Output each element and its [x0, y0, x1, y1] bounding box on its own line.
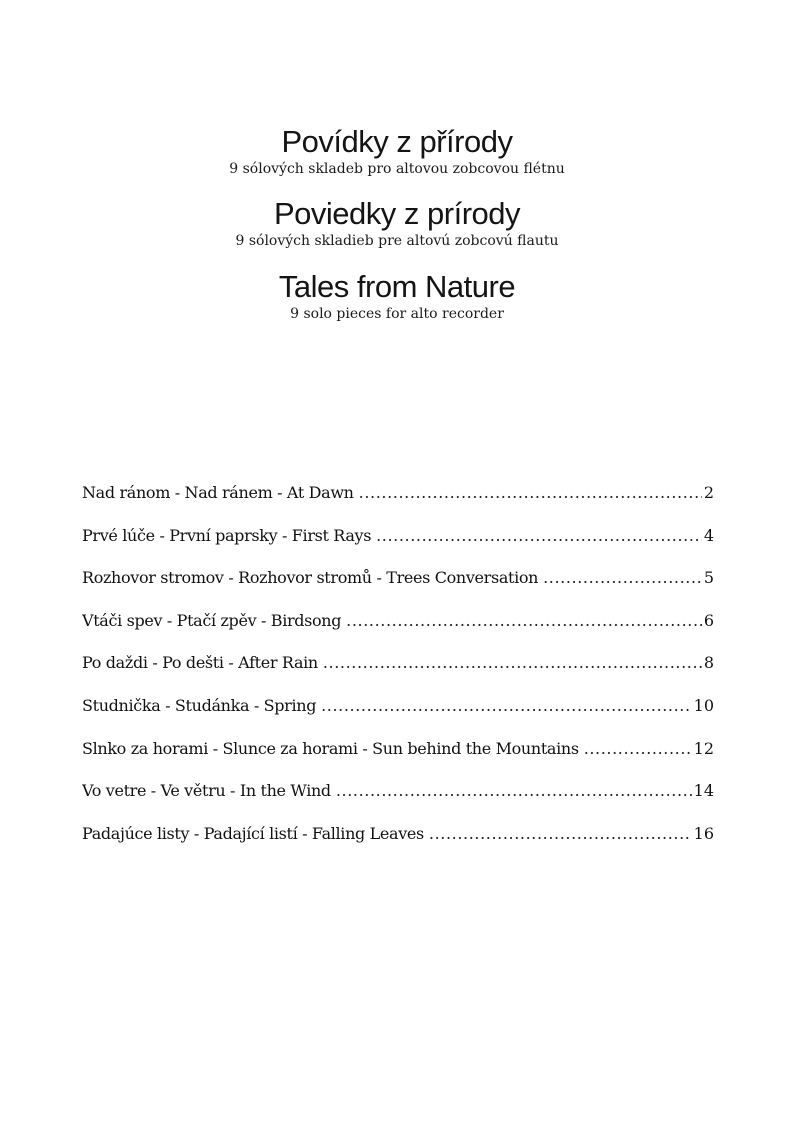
toc-entry: [82, 821, 714, 864]
toc-entry-page: 8: [703, 653, 714, 673]
toc-entry-page: 12: [693, 738, 714, 758]
table-of-contents: [82, 480, 714, 863]
toc-entry-page: 6: [703, 610, 714, 630]
toc-entry: [82, 693, 714, 736]
title-english: Tales from Nature: [278, 269, 516, 304]
heading-czech: [0, 124, 794, 178]
toc-entry-page: 16: [693, 823, 714, 843]
toc-entry-page: 2: [703, 483, 714, 502]
toc-entry: [82, 736, 714, 779]
toc-entry-title: Vtáči spev - Ptačí zpěv - Birdsong: [82, 610, 342, 630]
toc-leader-dots: [336, 778, 692, 804]
toc-entry-page: 10: [693, 695, 714, 715]
toc-entry-title: Studnička - Studánka - Spring: [82, 695, 317, 715]
toc-leader-dots: [376, 523, 702, 549]
toc-leader-dots: [543, 565, 702, 591]
heading-slovak: [0, 196, 794, 250]
toc-entry: [82, 608, 714, 651]
toc-entry-page: 5: [703, 568, 714, 588]
toc-entry-page: 14: [693, 781, 714, 801]
toc-leader-dots: [323, 650, 702, 676]
toc-entry-title: Padajúce listy - Padající listí - Falling Leaves: [82, 823, 424, 843]
toc-entry-title: Vo vetre - Ve větru - In the Wind: [82, 781, 331, 801]
toc-entry: [82, 523, 714, 566]
toc-entry-title: Po daždi - Po dešti - After Rain: [82, 653, 318, 673]
toc-leader-dots: [359, 480, 702, 506]
toc-leader-dots: [429, 821, 692, 847]
toc-entry-title: Prvé lúče - První paprsky - First Rays: [82, 525, 372, 545]
toc-leader-dots: [321, 693, 692, 719]
toc-leader-dots: [346, 608, 702, 634]
toc-leader-dots: [584, 736, 692, 762]
toc-entry: [82, 565, 714, 608]
toc-entry-title: Slnko za horami - Slunce za horami - Sun behind the Mountains: [82, 738, 579, 758]
toc-entry: [82, 778, 714, 821]
heading-english: [0, 269, 794, 323]
toc-entry-title: Nad ránom - Nad ránem - At Dawn: [82, 483, 354, 502]
toc-entry-page: 4: [703, 525, 714, 545]
subtitle-english: 9 solo pieces for alto recorder: [290, 306, 504, 322]
toc-entry: [82, 480, 714, 523]
subtitle-czech: 9 sólových skladeb pro altovou zobcovou flétnu: [229, 161, 565, 177]
toc-entry: [82, 650, 714, 693]
title-slovak: Poviedky z prírody: [274, 196, 520, 231]
toc-entry-title: Rozhovor stromov - Rozhovor stromů - Trees Conversation: [82, 568, 539, 588]
title-czech: Povídky z přírody: [281, 124, 513, 159]
subtitle-slovak: 9 sólových skladieb pre altovú zobcovú flautu: [235, 233, 559, 249]
